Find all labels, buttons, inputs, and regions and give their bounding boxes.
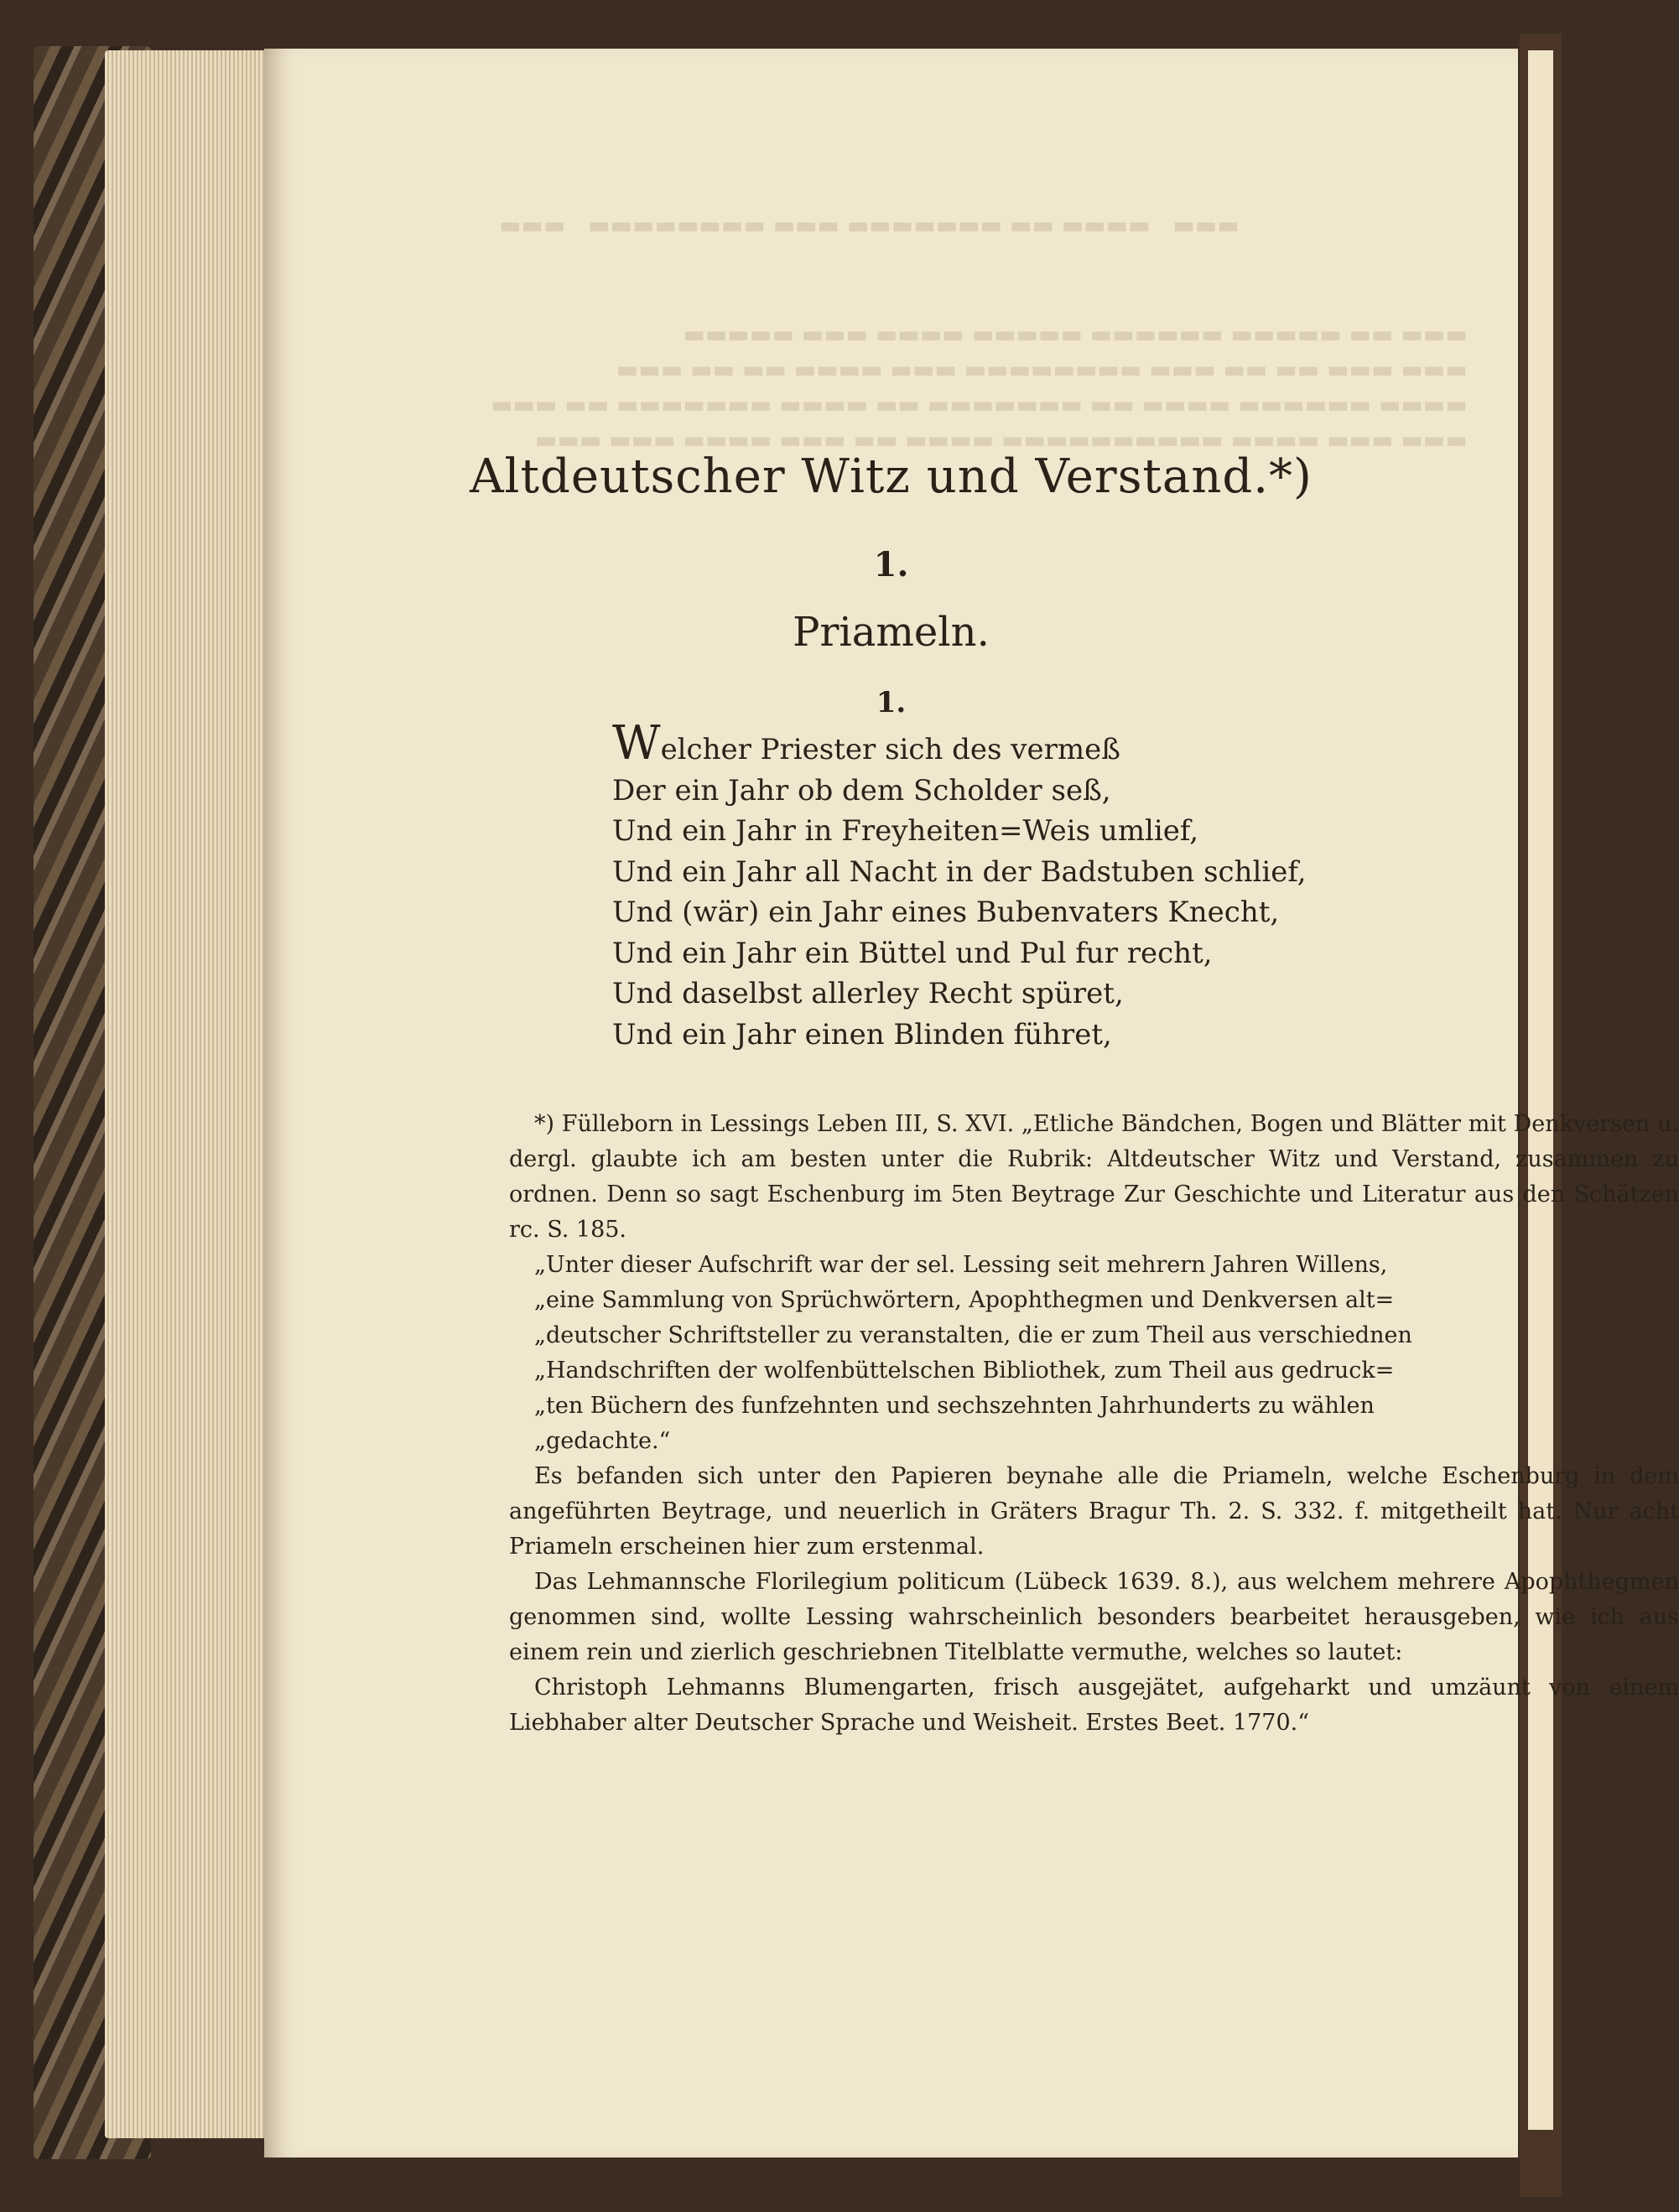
- poem-line: Und (wär) ein Jahr eines Bubenvaters Knecht,: [612, 896, 1280, 929]
- poem: [612, 716, 1307, 1055]
- poem-line: Der ein Jahr ob dem Scholder seß,: [612, 773, 1111, 807]
- poem-line: Und ein Jahr all Nacht in der Badstuben schlief,: [612, 854, 1307, 889]
- quote-line: „Unter dieser Aufschrift war der sel. Lessing seit mehrern Jahren Willens,: [534, 1252, 1388, 1278]
- section-title: Priameln.: [793, 609, 990, 656]
- book-page: [264, 49, 1679, 2157]
- poem-number: 1.: [876, 686, 907, 719]
- poem-line: Und ein Jahr in Freyheiten=Weis umlief,: [612, 814, 1199, 848]
- page-edges: [105, 50, 273, 2138]
- show-through: ▬▬▬ ▬▬ ▬▬▬▬▬ ▬▬▬▬▬▬ ▬▬▬▬▬ ▬▬▬▬ ▬▬▬ ▬▬▬▬▬ ▬▬▬ ▬▬▬ ▬▬ ▬▬ ▬▬▬ ▬▬▬▬▬▬▬▬ ▬▬▬ ▬▬▬▬ ▬▬ ▬▬ ▬▬▬ ▬▬▬▬ ▬▬▬▬▬▬ ▬▬▬▬ ▬▬ ▬▬▬▬▬▬▬ ▬▬ ▬▬▬▬ ▬▬▬▬▬▬▬ ▬▬ ▬▬▬ ▬▬▬ ▬▬▬ ▬▬▬▬ ▬▬▬▬▬▬▬▬▬▬ ▬▬▬▬ ▬▬ ▬▬▬ ▬▬▬▬ ▬▬▬ ▬▬▬: [491, 320, 1468, 454]
- page-title: Altdeutscher Witz und Verstand.*): [470, 449, 1313, 504]
- quote-line: „gedachte.“: [534, 1428, 671, 1454]
- footnote-paragraph: Das Lehmannsche Florilegium politicum (Lübeck 1639. 8.), aus welchem mehrere Apophthegmen genommen sind, wollte Lessing wahrscheinlich besonders bearbeitet herausgeben, wie ich aus einem rein und zierlich geschriebnen Titelblatte vermuthe, welches so lautet:: [509, 1569, 1679, 1665]
- footnote-paragraph: *) Fülleborn in Lessings Leben III, S. XVI. „Etliche Bändchen, Bogen und Blätter mit Denkversen u. dergl. glaubte ich am besten unter die Rubrik: Altdeutscher Witz und Verstand, zusammen zu ordnen. Denn so sagt Eschenburg im 5ten Beytrage Zur Geschichte und Literatur aus den Schätzen rc. S. 185.: [509, 1111, 1679, 1243]
- poem-line: Und ein Jahr einen Blinden führet,: [612, 1017, 1112, 1051]
- section-number: 1.: [873, 545, 909, 584]
- next-page-edge: [1528, 50, 1553, 2130]
- poem-line: Welcher Priester sich des vermeß: [612, 716, 1120, 771]
- footnote-paragraph: Es befanden sich unter den Papieren beynahe alle die Priameln, welche Eschenburg in dem angeführten Beytrage, und neuerlich in Gräters Bragur Th. 2. S. 332. f. mitgetheilt hat. Nur acht Priameln erscheinen hier zum erstenmal.: [509, 1463, 1679, 1560]
- poem-line: Und daselbst allerley Recht spüret,: [612, 977, 1124, 1010]
- footnote-quote: [509, 1248, 1679, 1459]
- quote-line: „Handschriften der wolfenbüttelschen Bibliothek, zum Theil aus gedruck=: [534, 1358, 1395, 1384]
- footnote: [509, 1107, 1679, 1741]
- quote-line: „ten Büchern des funfzehnten und sechszehnten Jahrhunderts zu wählen: [534, 1393, 1375, 1419]
- drop-initial: W: [612, 716, 661, 771]
- poem-line: Und ein Jahr ein Büttel und Pul fur recht,: [612, 936, 1213, 970]
- show-through: ▬▬▬ ▬▬▬▬ ▬▬ ▬▬▬▬▬▬▬ ▬▬▬ ▬▬▬▬▬▬▬▬ ▬▬▬: [499, 211, 1240, 239]
- quote-line: „deutscher Schriftsteller zu veranstalten, die er zum Theil aus verschiednen: [534, 1322, 1412, 1348]
- footnote-paragraph: Christoph Lehmanns Blumengarten, frisch ausgejätet, aufgeharkt und umzäunt von einem Liebhaber alter Deutscher Sprache und Weisheit. Erstes Beet. 1770.“: [509, 1675, 1679, 1736]
- quote-line: „eine Sammlung von Sprüchwörtern, Apophthegmen und Denkversen alt=: [534, 1287, 1395, 1313]
